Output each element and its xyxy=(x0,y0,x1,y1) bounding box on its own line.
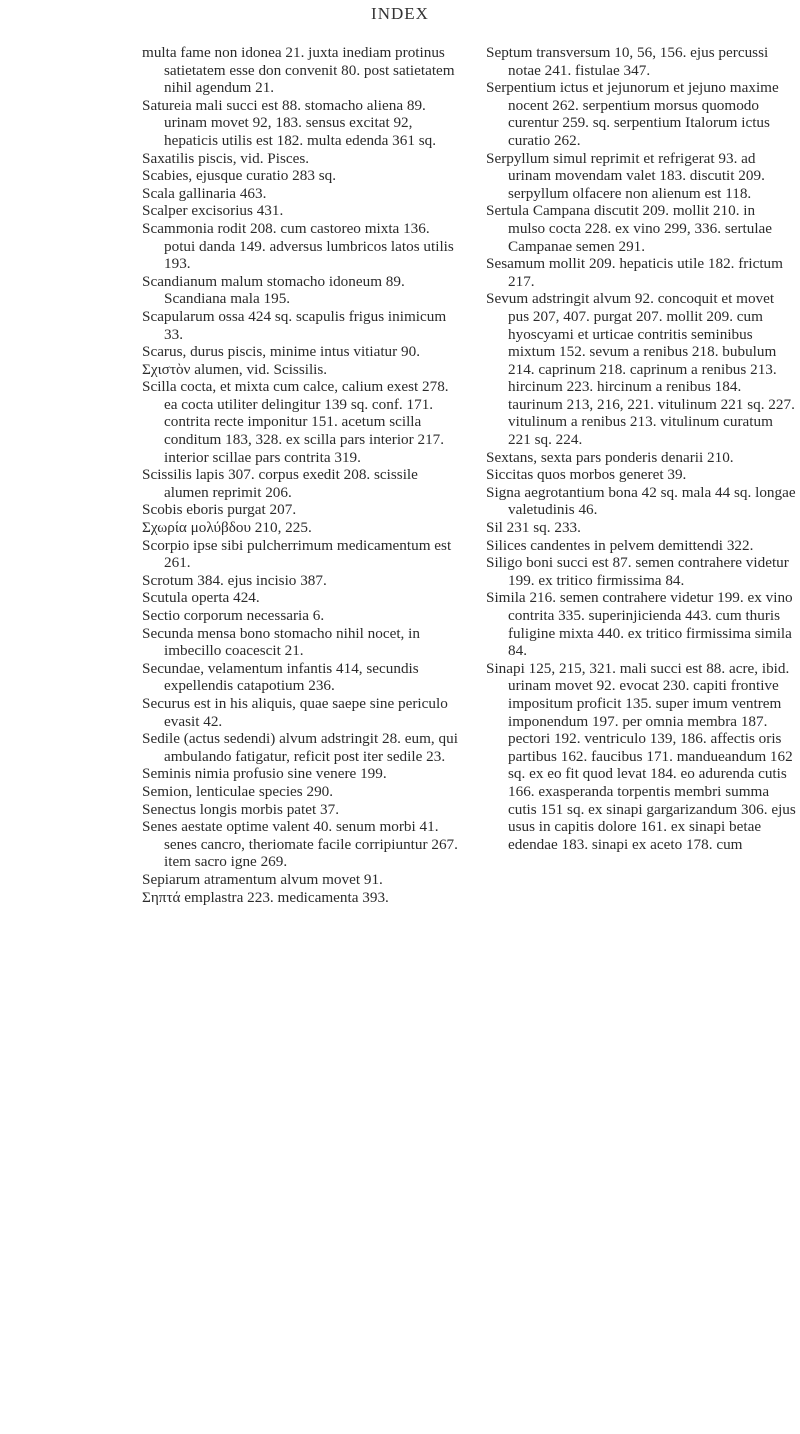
index-entry: Saxatilis piscis, vid. Pisces. xyxy=(142,149,310,167)
index-entry: Sextans, sexta pars ponderis denarii 210. xyxy=(486,448,734,466)
index-entry: Σχιστὸν alumen, vid. Scissilis. xyxy=(142,360,328,378)
index-entry: Senectus longis morbis patet 37. xyxy=(142,800,339,818)
left-column xyxy=(142,44,460,906)
index-entry: Scutula operta 424. xyxy=(142,589,260,607)
index-entry: Silices candentes in pelvem demittendi 322. xyxy=(486,536,754,554)
index-entry: multa fame non idonea 21. juxta inediam protinus satietatem esse don convenit 80. post satietatem nihil agendum 21. xyxy=(142,44,455,97)
index-entry: Serpentium ictus et jejunorum et jejuno maxime nocent 262. serpentium morsus quomodo curentur 259. sq. serpentium Italorum ictus curatio 262. xyxy=(486,79,779,149)
index-entry: Semion, lenticulae species 290. xyxy=(142,782,334,800)
index-entry: Scandianum malum stomacho idoneum 89. Scandiana mala 195. xyxy=(142,272,405,308)
index-entry: Scala gallinaria 463. xyxy=(142,184,267,202)
index-entry: Seminis nimia profusio sine venere 199. xyxy=(142,765,387,783)
index-entry: Scalper excisorius 431. xyxy=(142,202,284,220)
index-entry: Scobis eboris purgat 207. xyxy=(142,501,297,519)
index-entry: Septum transversum 10, 56, 156. ejus percussi notae 241. fistulae 347. xyxy=(486,44,769,79)
index-entry: Scabies, ejusque curatio 283 sq. xyxy=(142,167,337,185)
index-entry: Signa aegrotantium bona 42 sq. mala 44 sq. longae valetudinis 46. xyxy=(486,483,796,519)
index-entry: Scrotum 384. ejus incisio 387. xyxy=(142,571,327,589)
index-entry: Sil 231 sq. 233. xyxy=(486,519,581,537)
index-entry: Scilla cocta, et mixta cum calce, calium exest 278. ea cocta utiliter delingitur 139 sq. conf. 171. contrita recte imponitur 151. acetum scilla conditum 183, 328. ex scilla pars interior 217. interior scillae pars contrita 319. xyxy=(142,378,449,466)
index-entry: Sectio corporum necessaria 6. xyxy=(142,607,325,624)
index-entry: Sedile (actus sedendi) alvum adstringit 28. eum, qui ambulando fatigatur, reficit post iter sedile 23. xyxy=(142,730,458,765)
right-column xyxy=(486,44,796,853)
index-entry: Secundae, velamentum infantis 414, secundis expellendis catapotium 236. xyxy=(142,659,419,695)
index-entry: Simila 216. semen contrahere videtur 199. ex vino contrita 335. superinjicienda 443. cum thuris fuligine mixta 440. ex tritico firmissima simila 84. xyxy=(486,589,793,660)
index-entry: Sesamum mollit 209. hepaticis utile 182. frictum 217. xyxy=(486,255,783,290)
index-entry: Scarus, durus piscis, minime intus vitiatur 90. xyxy=(142,343,420,361)
index-entry: Siligo boni succi est 87. semen contrahere videtur 199. ex tritico firmissima 84. xyxy=(486,554,789,589)
index-entry: Sertula Campana discutit 209. mollit 210. in mulso cocta 228. ex vino 299, 336. sertulae Campanae semen 291. xyxy=(486,202,773,255)
index-entry: Senes aestate optime valent 40. senum morbi 41. senes cancro, theriomate facile corripiuntur 267. item sacro igne 269. xyxy=(142,818,458,871)
index-entry: Σηπτά emplastra 223. medicamenta 393. xyxy=(142,888,389,906)
index-entry: Scissilis lapis 307. corpus exedit 208. scissile alumen reprimit 206. xyxy=(142,466,418,501)
index-entry: Σχωρία μολύβδου 210, 225. xyxy=(142,519,312,537)
index-entry: Secunda mensa bono stomacho nihil nocet, in imbecillo coacescit 21. xyxy=(142,624,420,660)
index-entry: Scorpio ipse sibi pulcherrimum medicamentum est 261. xyxy=(142,536,452,572)
page-header: INDEX xyxy=(371,4,429,23)
index-entry: Scapularum ossa 424 sq. scapulis frigus inimicum 33. xyxy=(142,307,447,343)
index-entry: Serpyllum simul reprimit et refrigerat 93. ad urinam movendam valet 183. discutit 209. serpyllum olfacere non alienum est 118. xyxy=(486,149,765,202)
index-entry: Satureia mali succi est 88. stomacho aliena 89. urinam movet 92, 183. sensus excitat 92, hepaticis utilis est 182. multa edenda 361 sq. xyxy=(142,96,437,149)
index-entry: Siccitas quos morbos generet 39. xyxy=(486,466,687,484)
index-entry: Scammonia rodit 208. cum castoreo mixta 136. potui danda 149. adversus lumbricos latos utilis 193. xyxy=(142,219,454,273)
index-entry: Sepiarum atramentum alvum movet 91. xyxy=(142,870,383,888)
index-entry: Sevum adstringit alvum 92. concoquit et movet pus 207, 407. purgat 207. mollit 209. cum hyoscyami et urticae contritis seminibus mixtum 152. sevum a renibus 218. bubulum 214. caprinum 218. caprinum a renibus 213. hircinum 223. hircinum a renibus 184. taurinum 213, 216, 221. vitulinum 221 sq. 227. vitulinum a renibus 213. vitulinum curatum 221 sq. 224. xyxy=(486,290,795,449)
index-entry: Sinapi 125, 215, 321. mali succi est 88. acre, ibid. urinam movet 92. evocat 230. capiti frontive impositum proficit 135. super imum ventrem imponendum 197. per omnia membra 187. pectori 192. ventriculo 139, 186. affectis oris partibus 162. faucibus 171. mandueandum 162 sq. ex eo fit quod levat 184. eo adurenda cutis 166. exasperanda torpentis membri summa cutis 151 sq. ex sinapi gargarizandum 306. ejus usus in capitis dolore 161. ex sinapi betae edendae 183. sinapi ex aceto 178. cum xyxy=(486,659,796,853)
index-entry: Securus est in his aliquis, quae saepe sine periculo evasit 42. xyxy=(142,694,448,730)
